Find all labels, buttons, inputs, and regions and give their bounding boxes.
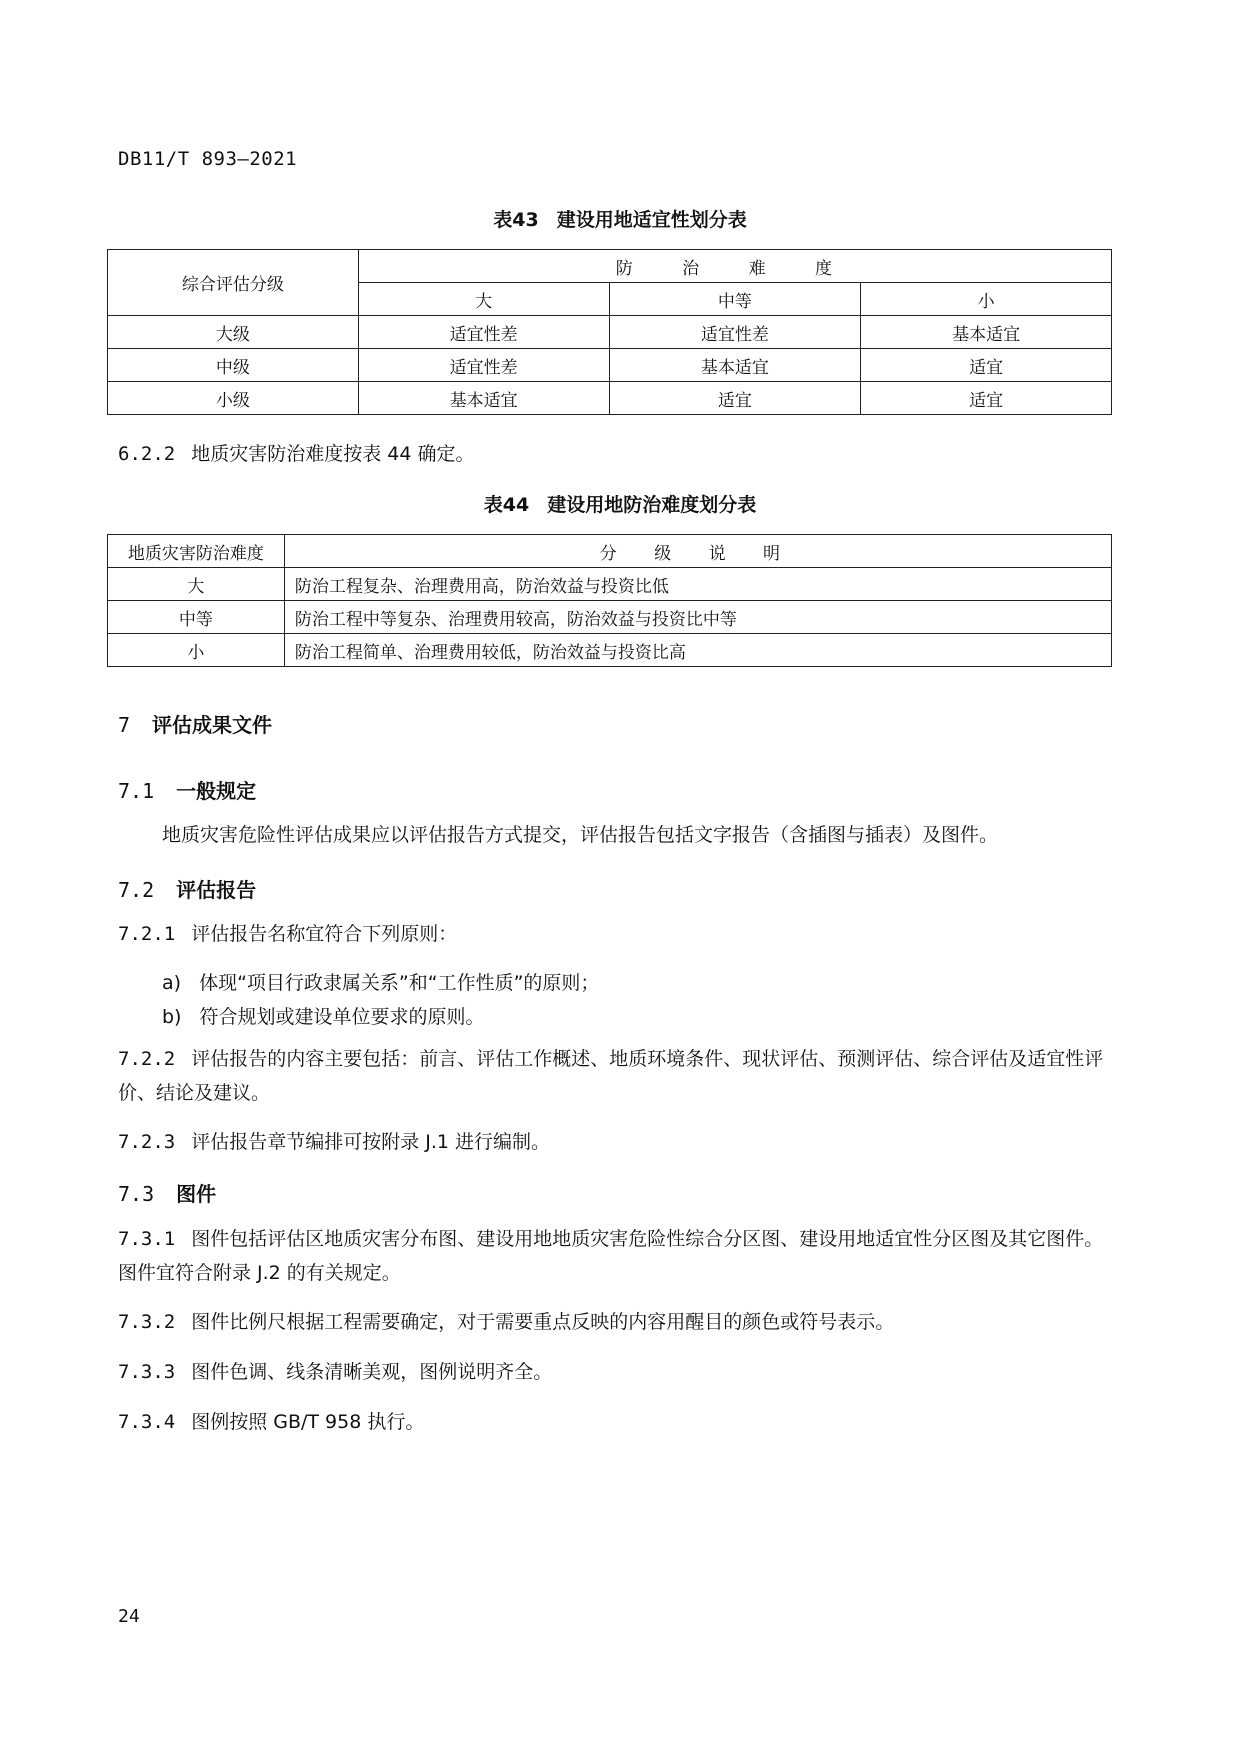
list-text: 体现“项目行政隶属关系”和“工作性质”的原则；: [199, 972, 600, 994]
section-number: 7.2: [118, 878, 155, 902]
table44-row-label: 小: [108, 634, 285, 667]
document-code: DB11/T 893—2021: [118, 148, 298, 170]
table43-col-header: 大: [358, 283, 609, 316]
table43-row-label: 中级: [108, 349, 359, 382]
table43-col-header: 中等: [609, 283, 861, 316]
table43-cell: 基本适宜: [609, 349, 861, 382]
table-row: [108, 349, 1112, 382]
section-number: 7.1: [118, 779, 155, 803]
table44-caption: [0, 490, 1240, 517]
table44-cell: 防治工程简单、治理费用较低，防治效益与投资比高: [284, 634, 1111, 667]
section-title: 一般规定: [176, 779, 257, 803]
clause-text: 图件包括评估区地质灾害分布图、建设用地地质灾害危险性综合分区图、建设用地适宜性分区图及其它图件。图件宜符合附录 J.2 的有关规定。: [118, 1228, 1104, 1284]
section-7-3-heading: [118, 1178, 216, 1207]
table43-cell: 适宜: [609, 382, 861, 415]
clause-text: 图件色调、线条清晰美观，图例说明齐全。: [191, 1361, 553, 1383]
table43-group-header: 防 治 难 度: [358, 250, 1111, 283]
clause-7-2-3: [118, 1125, 1108, 1159]
table43-row-header: 综合评估分级: [108, 250, 359, 316]
clause-text: 地质灾害防治难度按表 44 确定。: [191, 443, 475, 465]
table43-caption: [0, 205, 1240, 232]
table43-cell: 基本适宜: [358, 382, 609, 415]
table44: [107, 534, 1112, 667]
table44-title: 建设用地防治难度划分表: [547, 494, 757, 516]
clause-number: 7.2.3: [118, 1131, 176, 1153]
table44-row-label: 大: [108, 568, 285, 601]
clause-7-2-1: [118, 917, 1108, 951]
section-7-2-heading: [118, 874, 256, 903]
table-row: [108, 568, 1112, 601]
table43-cell: 适宜性差: [609, 316, 861, 349]
table43-number: 表43: [493, 209, 539, 231]
section-7-heading: [118, 709, 272, 738]
clause-number: 7.3.1: [118, 1228, 176, 1250]
clause-number: 7.2.2: [118, 1048, 176, 1070]
table43-cell: 适宜性差: [358, 349, 609, 382]
section-number: 7.3: [118, 1182, 155, 1206]
clause-number: 7.3.3: [118, 1361, 176, 1383]
list-item: [162, 968, 599, 995]
table43-row-label: 小级: [108, 382, 359, 415]
table44-row-label: 中等: [108, 601, 285, 634]
clause-text: 评估报告的内容主要包括：前言、评估工作概述、地质环境条件、现状评估、预测评估、综合评估及适宜性评价、结论及建议。: [118, 1048, 1104, 1104]
table-row: [108, 601, 1112, 634]
clause-7-3-3: [118, 1355, 1108, 1389]
table-row: [108, 382, 1112, 415]
clause-number: 7.3.4: [118, 1411, 176, 1433]
table44-col-header: 地质灾害防治难度: [108, 535, 285, 568]
list-marker: b): [162, 1006, 182, 1028]
table44-number: 表44: [483, 494, 530, 516]
list-marker: a): [162, 972, 182, 994]
list-text: 符合规划或建设单位要求的原则。: [199, 1006, 485, 1028]
clause-number: 7.2.1: [118, 923, 176, 945]
section-title: 图件: [176, 1182, 217, 1206]
clause-7-2-2: [118, 1042, 1108, 1110]
clause-6-2-2: [118, 437, 1108, 471]
page-number: 24: [118, 1606, 140, 1627]
table43-row-label: 大级: [108, 316, 359, 349]
clause-7-3-2: [118, 1305, 1108, 1339]
table-row: [108, 634, 1112, 667]
clause-text: 评估报告章节编排可按附录 J.1 进行编制。: [191, 1131, 551, 1153]
list-item: [162, 1002, 485, 1029]
clause-number: 6.2.2: [118, 443, 176, 465]
table43-cell: 适宜: [861, 349, 1112, 382]
section-title: 评估成果文件: [152, 713, 273, 737]
table-row: [108, 316, 1112, 349]
table43-cell: 适宜性差: [358, 316, 609, 349]
clause-text: 图件比例尺根据工程需要确定，对于需要重点反映的内容用醒目的颜色或符号表示。: [191, 1311, 895, 1333]
clause-text: 评估报告名称宜符合下列原则：: [191, 923, 458, 945]
clause-7-3-4: [118, 1405, 1108, 1439]
table43-title: 建设用地适宜性划分表: [556, 209, 747, 231]
table44-cell: 防治工程复杂、治理费用高，防治效益与投资比低: [284, 568, 1111, 601]
table43-cell: 基本适宜: [861, 316, 1112, 349]
table43: [107, 249, 1112, 415]
table43-cell: 适宜: [861, 382, 1112, 415]
table-row: [108, 250, 1112, 283]
clause-text: 图例按照 GB/T 958 执行。: [191, 1411, 425, 1433]
section-7-1-heading: [118, 775, 256, 804]
clause-number: 7.3.2: [118, 1311, 176, 1333]
clause-7-3-1: [118, 1222, 1108, 1290]
section-number: 7: [118, 713, 131, 737]
table44-col-header: 分 级 说 明: [284, 535, 1111, 568]
section-title: 评估报告: [176, 878, 257, 902]
paragraph-7-1: 地质灾害危险性评估成果应以评估报告方式提交，评估报告包括文字报告（含插图与插表）及图件。: [162, 824, 999, 846]
table-row: [108, 535, 1112, 568]
table43-col-header: 小: [861, 283, 1112, 316]
table44-cell: 防治工程中等复杂、治理费用较高，防治效益与投资比中等: [284, 601, 1111, 634]
